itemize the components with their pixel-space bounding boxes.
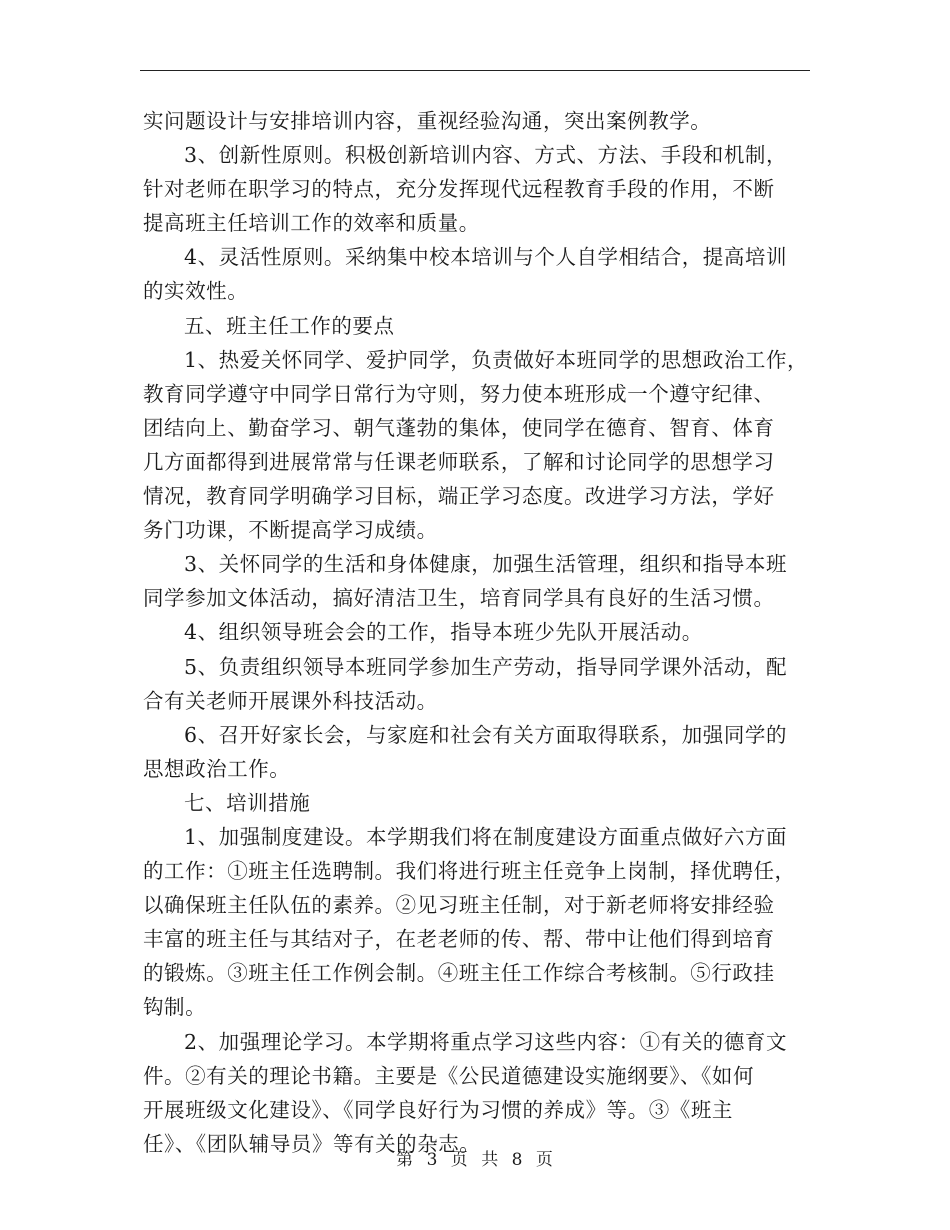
text-line: 3、创新性原则。积极创新培训内容、方式、方法、手段和机制， xyxy=(184,143,787,168)
text-line: 情况，教育同学明确学习目标，端正学习态度。改进学习方法，学好 xyxy=(143,484,775,509)
text-line: 的工作：①班主任选聘制。我们将进行班主任竞争上岗制，择优聘任， xyxy=(143,859,796,884)
text-line: 五、班主任工作的要点 xyxy=(184,313,395,338)
text-line: 4、灵活性原则。采纳集中校本培训与个人自学相结合，提高培训 xyxy=(184,245,787,270)
page-number-footer: 第 3 页 共 8 页 xyxy=(396,1150,554,1170)
text-line: 2、加强理论学习。本学期将重点学习这些内容：①有关的德育文 xyxy=(184,1029,787,1054)
text-line: 针对老师在职学习的特点，充分发挥现代远程教育手段的作用，不断 xyxy=(143,177,775,202)
text-line: 教育同学遵守中同学日常行为守则，努力使本班形成一个遵守纪律、 xyxy=(143,381,775,406)
text-line: 几方面都得到进展常常与任课老师联系，了解和讨论同学的思想学习 xyxy=(143,449,775,474)
text-line: 团结向上、勤奋学习、朝气蓬勃的集体，使同学在德育、智育、体育 xyxy=(143,415,775,440)
text-line: 丰富的班主任与其结对子，在老老师的传、帮、带中让他们得到培育 xyxy=(143,927,775,952)
header-rule xyxy=(140,70,810,71)
text-line: 开展班级文化建设》、《同学良好行为习惯的养成》等。③《班主 xyxy=(143,1097,733,1122)
text-line: 务门功课，不断提高学习成绩。 xyxy=(143,518,438,543)
text-line: 6、召开好家长会，与家庭和社会有关方面取得联系，加强同学的 xyxy=(184,722,787,747)
text-line: 任》、《团队辅导员》等有关的杂志。 xyxy=(143,1131,481,1156)
text-line: 实问题设计与安排培训内容，重视经验沟通，突出案例教学。 xyxy=(143,109,712,133)
text-line: 合有关老师开展课外科技活动。 xyxy=(143,688,438,713)
text-line: 的实效性。 xyxy=(143,279,249,304)
text-line: 提高班主任培训工作的效率和质量。 xyxy=(143,211,480,236)
text-line: 的锻炼。③班主任工作例会制。④班主任工作综合考核制。⑤行政挂 xyxy=(143,961,775,986)
document-body xyxy=(143,104,815,1161)
text-line: 1、加强制度建设。本学期我们将在制度建设方面重点做好六方面 xyxy=(184,824,787,849)
text-line: 以确保班主任队伍的素养。②见习班主任制，对于新老师将安排经验 xyxy=(143,893,775,918)
text-line: 3、关怀同学的生活和身体健康，加强生活管理，组织和指导本班 xyxy=(184,552,787,577)
text-line: 件。②有关的理论书籍。主要是《公民道德建设实施纲要》、《如何 xyxy=(143,1063,754,1088)
text-line: 钩制。 xyxy=(143,995,207,1020)
text-line: 思想政治工作。 xyxy=(143,756,291,781)
text-line: 4、组织领导班会会的工作，指导本班少先队开展活动。 xyxy=(184,620,703,645)
text-line: 七、培训措施 xyxy=(184,790,311,815)
text-line: 5、负责组织领导本班同学参加生产劳动，指导同学课外活动，配 xyxy=(184,654,787,679)
text-line: 1、热爱关怀同学、爱护同学，负责做好本班同学的思想政治工作， xyxy=(184,347,809,372)
text-line: 同学参加文体活动，搞好清洁卫生，培育同学具有良好的生活习惯。 xyxy=(143,586,775,611)
